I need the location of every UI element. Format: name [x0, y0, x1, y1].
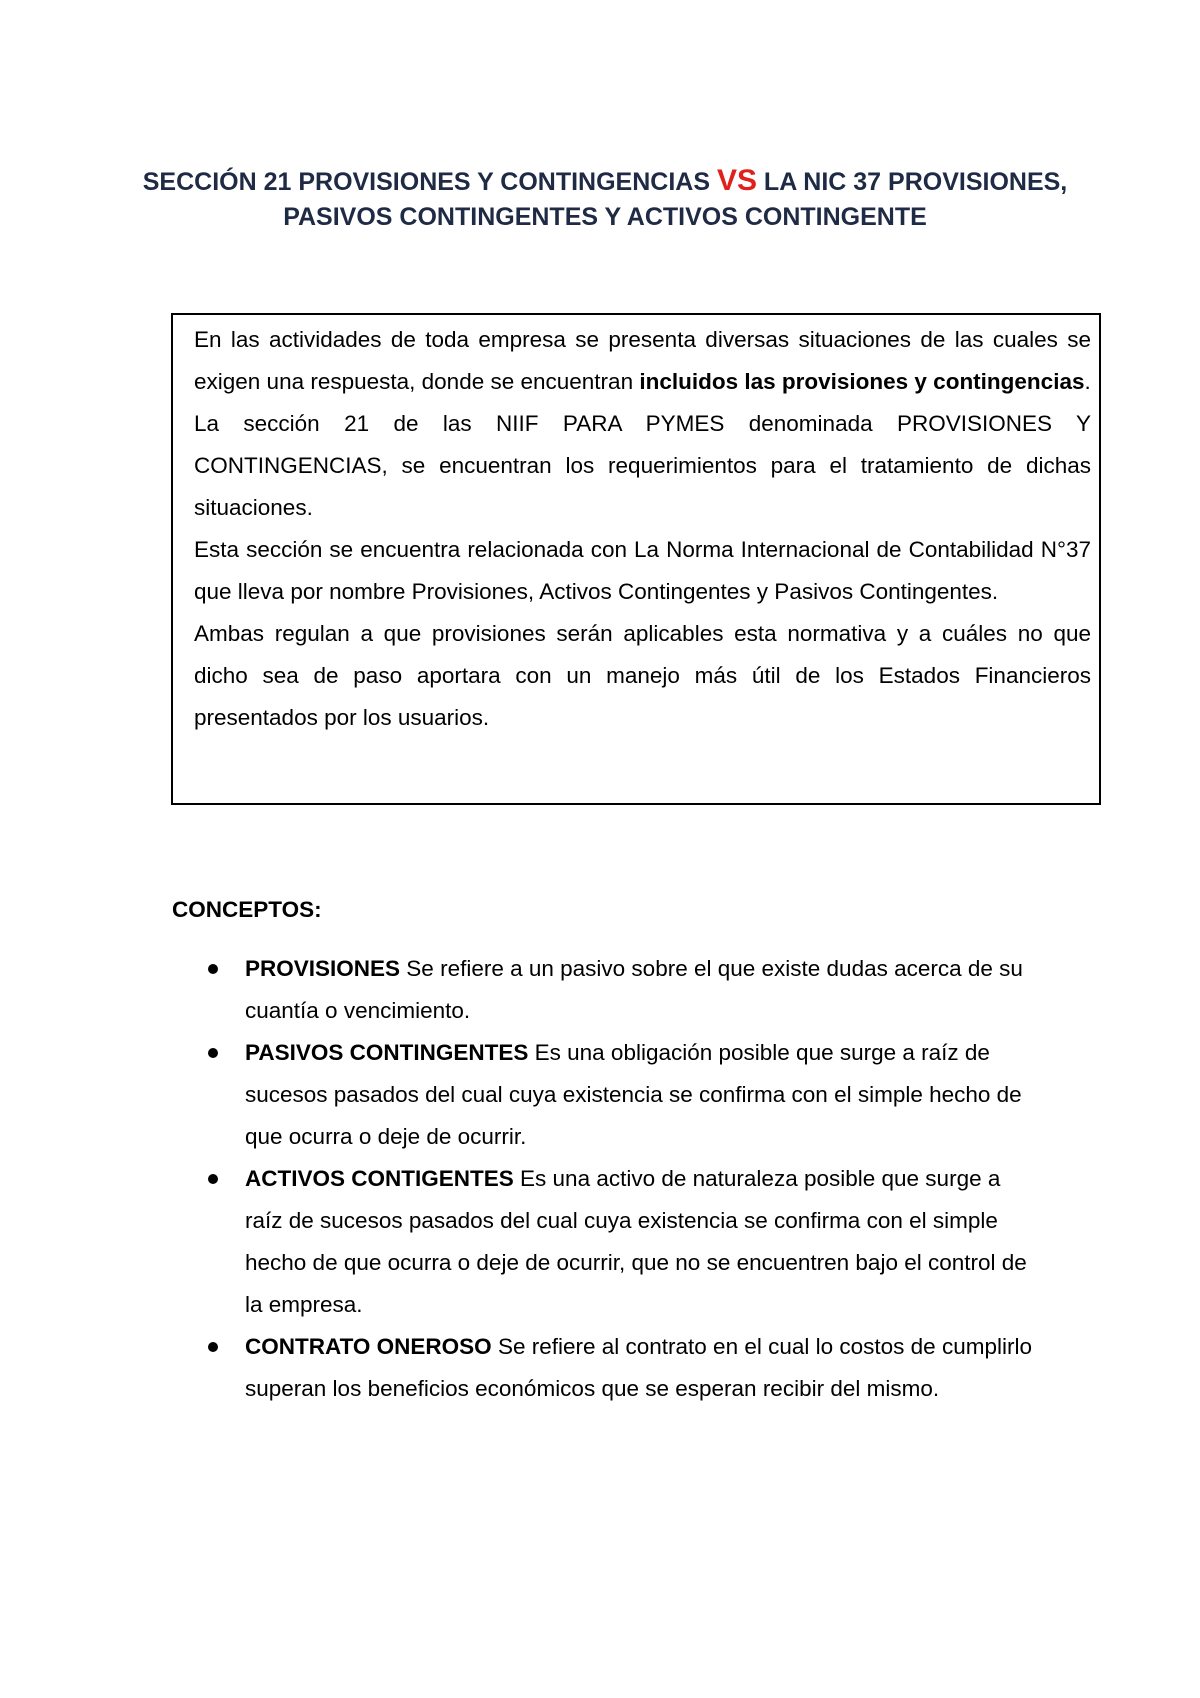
intro-box [171, 313, 1101, 805]
intro-p1-bold: incluidos las provisiones y contingencias [639, 369, 1085, 394]
title-part-1: SECCIÓN 21 PROVISIONES Y CONTINGENCIAS [142, 167, 717, 196]
intro-p1-text: En las actividades de toda empresa se presenta diversas situaciones de las cuales se exigen una respuesta, donde se encuentran [194, 327, 1091, 394]
intro-p1-end: . [1084, 369, 1091, 394]
concepts-list [205, 948, 1035, 1410]
intro-paragraph-4: Ambas regulan a que provisiones serán aplicables esta normativa y a cuáles no que dicho sea de paso aportara con un manejo más útil de los Estados Financieros presentados por los usuarios. [194, 621, 1091, 730]
document-title [140, 163, 1070, 235]
intro-paragraph-2: La sección 21 de las NIIF PARA PYMES denominada PROVISIONES Y CONTINGENCIAS, se encuentran los requerimientos para el tratamiento de dichas situaciones. [194, 411, 1091, 520]
intro-paragraph-1 [194, 319, 1091, 403]
concept-term: ACTIVOS CONTIGENTES [245, 1166, 514, 1191]
concept-definition: Es una obligación posible que surge a raíz de sucesos pasados del cual cuya existencia se confirma con el simple hecho de que ocurra o deje de ocurrir. [245, 1040, 1022, 1149]
concept-definition: Se refiere al contrato en el cual lo costos de cumplirlo superan los beneficios económicos que se esperan recibir del mismo. [245, 1334, 1032, 1401]
concept-term: PASIVOS CONTINGENTES [245, 1040, 529, 1065]
concept-term: PROVISIONES [245, 956, 401, 981]
bullet-icon [208, 964, 218, 974]
bullet-icon [208, 1342, 218, 1352]
concepts-heading: CONCEPTOS: [172, 897, 322, 922]
concept-term: CONTRATO ONEROSO [245, 1334, 492, 1359]
title-part-2: LA NIC 37 PROVISIONES, PASIVOS CONTINGENTES Y ACTIVOS CONTINGENTE [283, 167, 1068, 231]
concept-item-activos-contigentes [205, 1158, 1035, 1326]
concept-item-provisiones [205, 948, 1035, 1032]
concept-definition: Es una activo de naturaleza posible que surge a raíz de sucesos pasados del cual cuya existencia se confirma con el simple hecho de que ocurra o deje de ocurrir, que no se encuentren bajo el control de la empresa. [245, 1166, 1027, 1317]
concept-item-contrato-oneroso [205, 1326, 1035, 1410]
concept-item-pasivos-contingentes [205, 1032, 1035, 1158]
bullet-icon [208, 1174, 218, 1184]
concept-definition: Se refiere a un pasivo sobre el que existe dudas acerca de su cuantía o vencimiento. [245, 956, 1023, 1023]
intro-paragraph-3: Esta sección se encuentra relacionada con La Norma Internacional de Contabilidad N°37 que lleva por nombre Provisiones, Activos Contingentes y Pasivos Contingentes. [194, 537, 1091, 604]
bullet-icon [208, 1048, 218, 1058]
title-vs: VS [716, 163, 757, 197]
